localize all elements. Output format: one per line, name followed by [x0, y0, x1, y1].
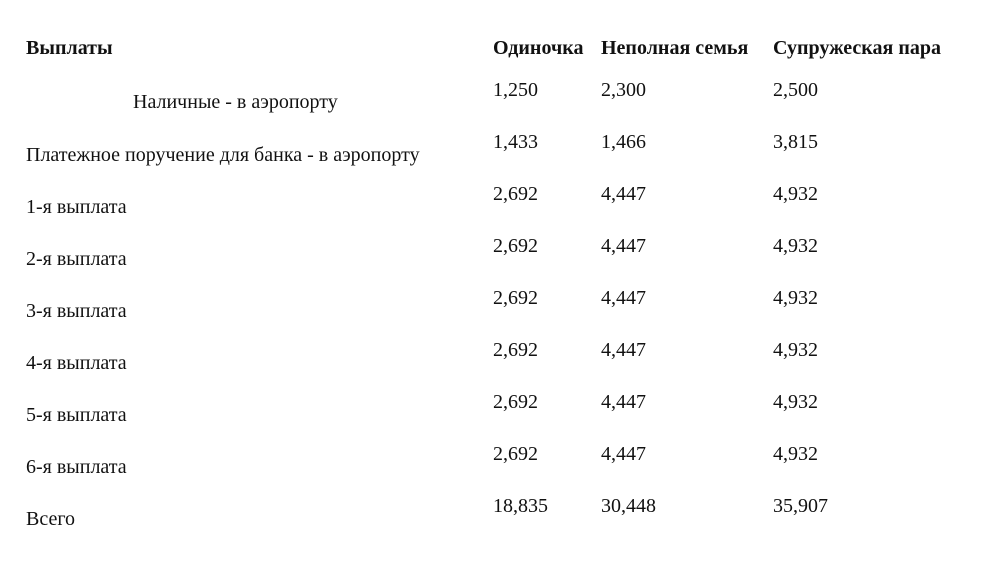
cell-couple: 4,932 [773, 183, 818, 205]
cell-couple: 4,932 [773, 391, 818, 413]
cell-single-parent: 4,447 [601, 183, 646, 205]
cell-couple: 3,815 [773, 131, 818, 153]
cell-single: 1,433 [493, 131, 538, 153]
cell-couple: 4,932 [773, 443, 818, 465]
cell-couple: 4,932 [773, 235, 818, 257]
cell-single-parent: 4,447 [601, 235, 646, 257]
cell-single-parent: 4,447 [601, 287, 646, 309]
row-label-total: Всего [26, 508, 76, 530]
cell-single: 2,692 [493, 443, 538, 465]
cell-couple-total: 35,907 [773, 495, 828, 517]
cell-single-total: 18,835 [493, 495, 548, 517]
cell-single-parent-total: 30,448 [601, 495, 656, 517]
header-single-parent: Неполная семья [601, 37, 749, 59]
header-couple: Супружеская пара [773, 37, 941, 59]
cell-single: 2,692 [493, 287, 538, 309]
row-label: Наличные - в аэропорту [133, 91, 338, 113]
cell-single-parent: 4,447 [601, 391, 646, 413]
cell-single-parent: 1,466 [601, 131, 646, 153]
cell-single: 2,692 [493, 235, 538, 257]
row-label: 5-я выплата [26, 404, 127, 426]
cell-single-parent: 4,447 [601, 443, 646, 465]
cell-single-parent: 4,447 [601, 339, 646, 361]
header-single: Одиночка [493, 37, 584, 59]
row-label: 4-я выплата [26, 352, 127, 374]
row-label: 1-я выплата [26, 196, 127, 218]
row-label: 3-я выплата [26, 300, 127, 322]
row-label: 6-я выплата [26, 456, 127, 478]
cell-single: 2,692 [493, 339, 538, 361]
cell-couple: 4,932 [773, 339, 818, 361]
cell-couple: 4,932 [773, 287, 818, 309]
cell-single: 2,692 [493, 391, 538, 413]
row-label: 2-я выплата [26, 248, 127, 270]
cell-single: 2,692 [493, 183, 538, 205]
cell-single: 1,250 [493, 79, 538, 101]
cell-couple: 2,500 [773, 79, 818, 101]
header-payments: Выплаты [26, 37, 113, 59]
cell-single-parent: 2,300 [601, 79, 646, 101]
row-label: Платежное поручение для банка - в аэропорту [26, 144, 420, 166]
